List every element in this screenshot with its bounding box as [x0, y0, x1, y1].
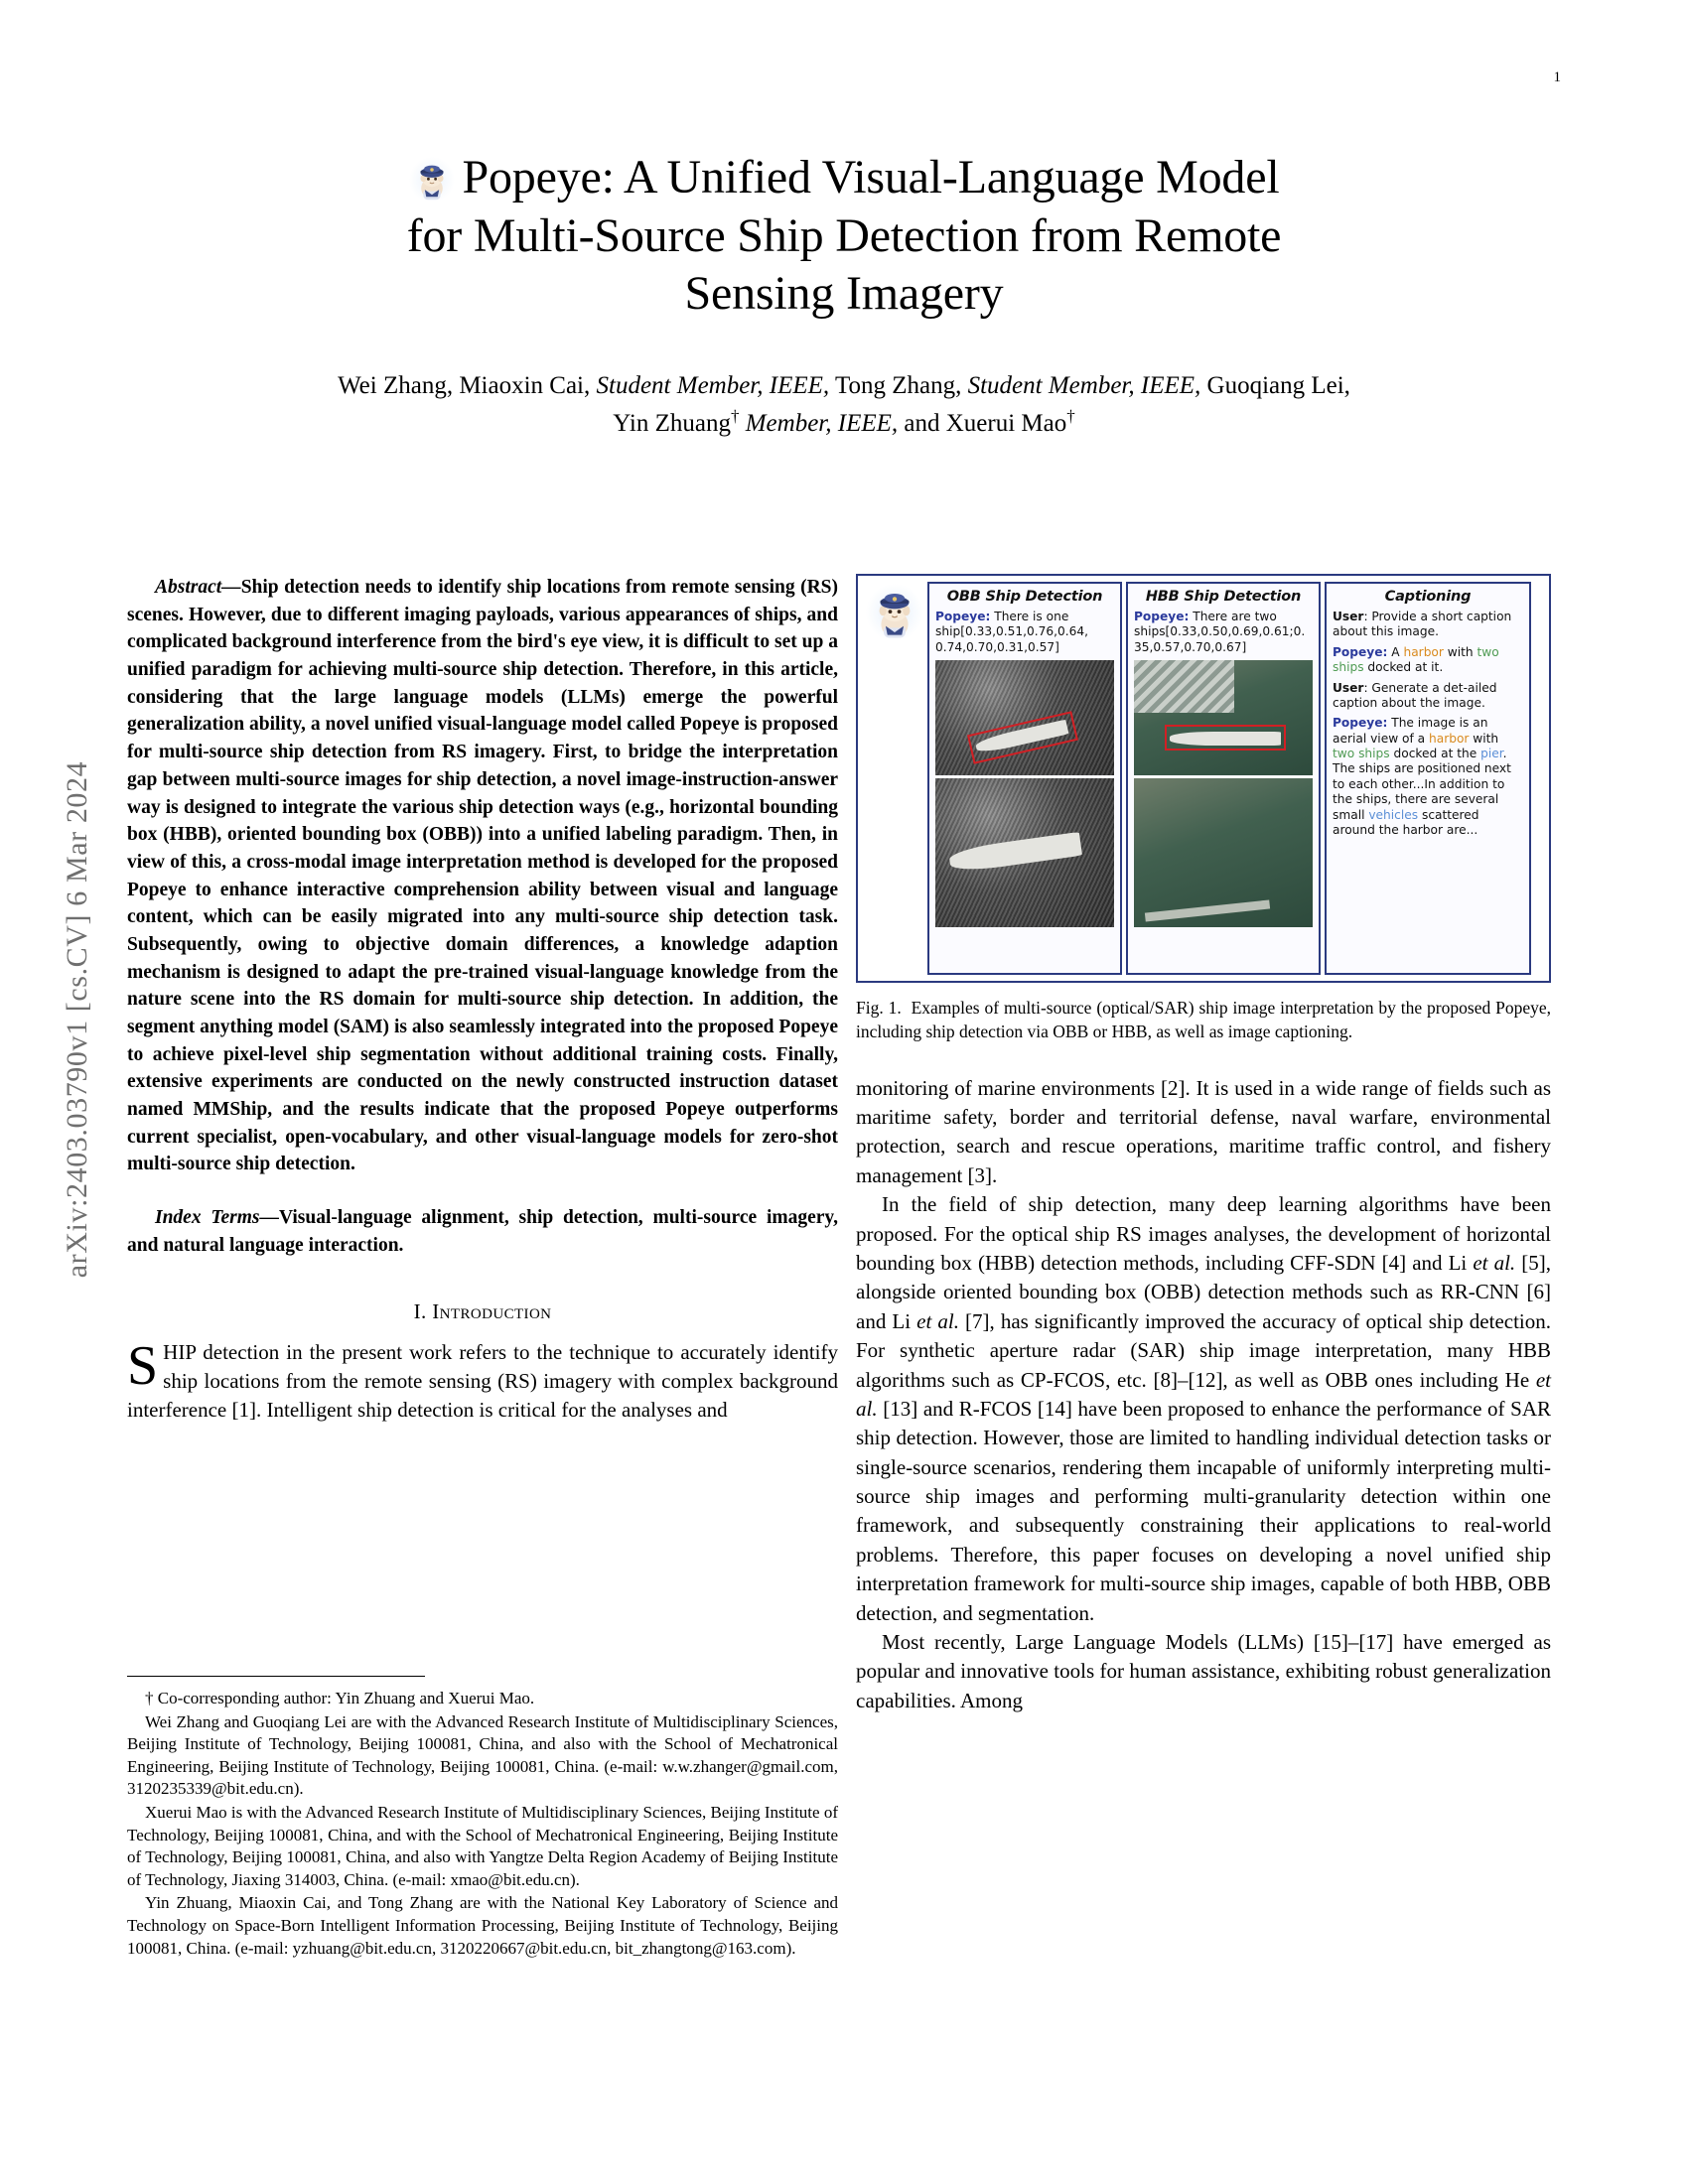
footnote-item: Wei Zhang and Guoqiang Lei are with the Advanced Research Institute of Multidisciplinary Sciences, Beijing Institute of Technology, Beijing 100081, China, and also with the School of Mechatronical Engineering, Beijing Institute of Technology, Beijing 100081, China. (e-mail: w.w.zhanger@gmail.com, 3120235339@bit.edu.cn). — [127, 1711, 838, 1799]
keyword-pier: pier — [1480, 747, 1503, 760]
author-line-2: Yin Zhuang† Member, IEEE, and Xuerui Mao† — [613, 406, 1075, 437]
figure-1 — [856, 574, 1551, 983]
ship-shape — [948, 832, 1082, 874]
section-heading-introduction: I. Introduction — [413, 1298, 552, 1323]
speaker-popeye: Popeye: — [935, 610, 991, 623]
figure-panel-captioning — [1325, 582, 1531, 975]
detection-box-hbb — [1165, 725, 1286, 751]
arxiv-stamp: arXiv:2403.03790v1 [cs.CV] 6 Mar 2024 — [61, 760, 93, 1279]
caption-turn-popeye-2: Popeye: The image is an aerial view of a harbor with two ships docked at the pier. The ships are positioned next to each other...In addition to the ships, there are several small vehicles scattered around the harbor are... — [1333, 716, 1511, 837]
intro-first-text: HIP detection in the present work refers to the technique to accurately identify ship locations from the remote sensing (RS) imagery with complex background interference [1]. Intelligent ship detection is critical for the analyses and — [127, 1339, 838, 1423]
speaker-popeye: Popeye: — [1333, 644, 1388, 659]
footnote-item: Xuerui Mao is with the Advanced Research Institute of Multidisciplinary Sciences, Beijing Institute of Technology, Beijing 100081, China, and with the School of Mechatronical Engineering, Beijing Institute of Technology, Beijing 100081, China, and also with Yangtze Delta Region Academy of Beijing Institute of Technology, Jiaxing 314003, China. (e-mail: xmao@bit.edu.cn). — [127, 1803, 838, 1889]
body-paragraph-3: Most recently, Large Language Models (LLMs) [15]–[17] have emerged as popular and innovative tools for human assistance, exhibiting robust generalization capabilities. Among — [856, 1630, 1551, 1712]
speaker-popeye: Popeye: — [1333, 716, 1388, 731]
page-title — [159, 149, 1529, 324]
sailor-mascot-icon — [409, 157, 455, 203]
left-column — [127, 574, 838, 1426]
right-column — [856, 574, 1551, 1715]
speaker-popeye: Popeye: — [1134, 610, 1190, 623]
dagger-marker-2: † — [1066, 406, 1075, 426]
figure-panel-obb — [927, 582, 1122, 975]
title-block — [159, 149, 1529, 442]
figure-1-caption — [856, 997, 1551, 1044]
panel-title-hbb: HBB Ship Detection — [1145, 589, 1302, 605]
hbb-answer — [1134, 610, 1313, 655]
footnote-divider — [127, 1676, 425, 1677]
intro-first-paragraph — [127, 1334, 838, 1426]
detection-box-obb — [967, 711, 1078, 764]
dagger-marker: † — [730, 406, 740, 426]
page-number: 1 — [1553, 69, 1561, 85]
keyword-harbor: harbor — [1429, 731, 1470, 746]
index-terms-text: Visual-language alignment, ship detection, multi-source imagery, and natural language interaction. — [127, 1207, 838, 1256]
sailor-mascot-icon — [866, 584, 923, 641]
figure-panel-hbb — [1126, 582, 1321, 975]
optical-image-hbb-1 — [1134, 660, 1313, 775]
keyword-two-ships: two ships — [1333, 644, 1499, 675]
keyword-vehicles: vehicles — [1368, 807, 1419, 822]
optical-image-hbb-2 — [1134, 778, 1313, 927]
obb-answer — [935, 610, 1114, 655]
pier-structure — [1145, 900, 1270, 922]
drop-cap: S — [127, 1334, 159, 1397]
footnote-item: Yin Zhuang, Miaoxin Cai, and Tong Zhang are with the National Key Laboratory of Science and Technology on Space-Born Intelligent Information Processing, Beijing Institute of Technology, Beijing 100081, China. (e-mail: yzhuang@bit.edu.cn, 3120220667@bit.edu.cn, bit_zhangtong@163.com). — [127, 1893, 838, 1958]
figure-caption-label: Fig. 1. — [856, 998, 902, 1018]
dock-structure — [1134, 660, 1234, 713]
body-paragraph-1: monitoring of marine environments [2]. It is used in a wide range of fields such as maritime safety, border and territorial defense, naval warfare, environmental protection, search and rescue operations, maritime traffic control, and fishery management [3]. — [856, 1075, 1551, 1187]
index-terms-paragraph — [127, 1204, 838, 1259]
abstract-label: Abstract— — [155, 577, 241, 598]
caption-turn-user-2: User: Generate a det-ailed caption about the image. — [1333, 680, 1497, 710]
body-paragraph-2: In the field of ship detection, many deep learning algorithms have been proposed. For the optical ship RS images analyses, the development of horizontal bounding box (HBB) detection methods, including CFF-SDN [4] and Li et al. [5], alongside oriented bounding box (OBB) detection methods such as RR-CNN [6] and Li et al. [7], has significantly improved the accuracy of optical ship detection. For synthetic aperture radar (SAR) ship image interpretation, many HBB algorithms such as CP-FCOS, etc. [8]–[12], as well as OBB ones including He et al. [13] and R-FCOS [14] have been proposed to enhance the performance of SAR ship detection. However, those are limited to handling individual detection tasks or single-source scenarios, rendering them incapable of uniformly interpreting multi-source ship images and performing multi-granularity detection within one framework, and subsequently constraining their applications to real-world problems. Therefore, this paper focuses on developing a novel unified ship interpretation framework for multi-source ship images, capable of both HBB, OBB detection, and segmentation. — [856, 1192, 1552, 1625]
author-list — [159, 367, 1529, 442]
keyword-two-ships: two ships — [1333, 747, 1390, 760]
caption-turn-user-1: User: Provide a short caption about this image. — [1333, 610, 1512, 639]
sar-image-obb-2 — [935, 778, 1114, 927]
sar-image-obb-1 — [935, 660, 1114, 775]
caption-turn-popeye-1: Popeye: A harbor with two ships docked at it. — [1333, 644, 1499, 675]
title-line-1: Popeye: A Unified Visual-Language Model — [462, 151, 1280, 204]
title-line-2: for Multi-Source Ship Detection from Remote — [406, 208, 1282, 262]
figure-caption-text: Examples of multi-source (optical/SAR) ship image interpretation by the proposed Popeye, including ship detection via OBB or HBB, as well as image captioning. — [856, 998, 1552, 1041]
panel-title-captioning: Captioning — [1384, 589, 1472, 605]
hbb-answer-text: There are two ships[0.33,0.50,0.69,0.61;0. 35,0.57,0.70,0.67] — [1134, 610, 1306, 654]
panel-title-obb: OBB Ship Detection — [946, 589, 1103, 605]
index-terms-label: Index Terms— — [155, 1207, 279, 1229]
abstract-text: Ship detection needs to identify ship locations from remote sensing (RS) scenes. However, due to different imaging payloads, various appearances of ships, and complicated background interference from the bird's eye view, it is difficult to set up a unified paradigm for achieving multi-source ship detection. Therefore, in this article, considering that the large language models (LLMs) emerge the powerful generalization ability, a novel unified visual-language model called Popeye is proposed for multi-source ship detection from RS imagery. First, to bridge the interpretation gap between multi-source images for ship detection, a novel image-instruction-answer way is designed to integrate the various ship detection ways (e.g., horizontal bounding box (HBB), oriented bounding box (OBB)) into a unified labeling paradigm. Then, in view of this, a cross-modal image interpretation method is developed for the proposed Popeye to enhance interactive comprehension ability between visual and language content, which can be easily migrated into any multi-source ship detection task. Subsequently, owing to objective domain differences, a knowledge adaption mechanism is designed to adapt the pre-trained visual-language knowledge from the nature scene into the RS domain for multi-source ship detection. In addition, the segment anything model (SAM) is also seamlessly integrated into the proposed Popeye to achieve pixel-level ship segmentation without additional training costs. Finally, extensive experiments are conducted on the newly constructed instruction dataset named MMShip, and the results indicate that the proposed Popeye outperforms current specialist, open-vocabulary, and other visual-language models for zero-shot multi-source ship detection. — [127, 577, 838, 1175]
obb-answer-text: There is one ship[0.33,0.51,0.76,0.64, 0.74,0.70,0.31,0.57] — [935, 610, 1088, 654]
abstract-paragraph — [127, 574, 838, 1178]
caption-turn-text: Generate a det-ailed caption about the image. — [1333, 680, 1497, 710]
author-line-1: Wei Zhang, Miaoxin Cai, Student Member, IEEE, Tong Zhang, Student Member, IEEE, Guoqiang Lei, — [338, 371, 1350, 399]
speaker-user: User — [1333, 680, 1364, 695]
title-line-3: Sensing Imagery — [684, 267, 1004, 321]
caption-turn-text: Provide a short caption about this image. — [1333, 610, 1512, 639]
footnote-block — [127, 1688, 838, 1961]
keyword-harbor: harbor — [1403, 644, 1444, 659]
speaker-user: User — [1333, 610, 1364, 623]
footnote-item: † Co-corresponding author: Yin Zhuang and Xuerui Mao. — [145, 1689, 535, 1707]
